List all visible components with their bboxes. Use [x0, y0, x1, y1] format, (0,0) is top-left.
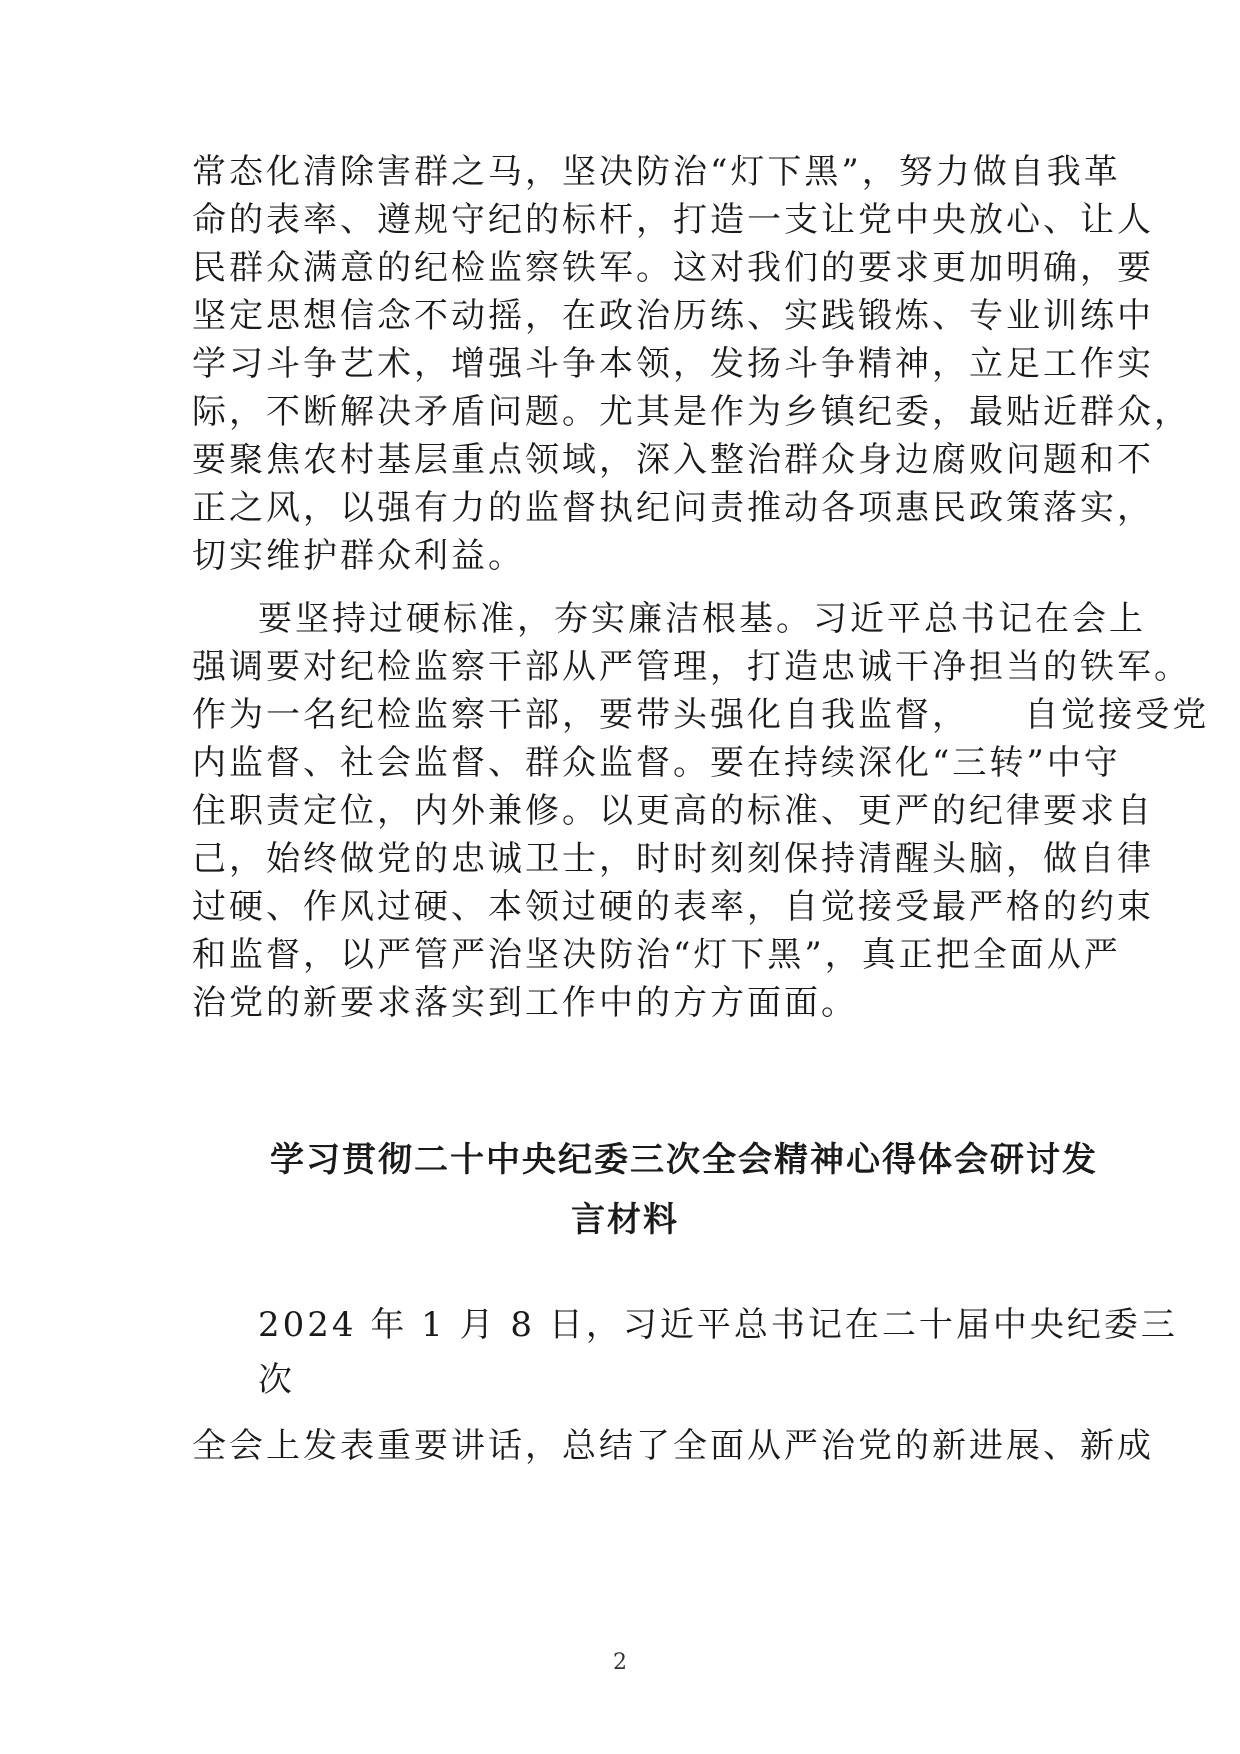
body-line: 全会上发表重要讲话，总结了全面从严治党的新进展、新成: [192, 1426, 1154, 1466]
body-line: 2024 年 1 月 8 日，习近平总书记在二十届中央纪委三: [258, 1305, 1178, 1345]
body-line: 民群众满意的纪检监察铁军。这对我们的要求更加明确，要: [192, 248, 1154, 288]
body-line: 强调要对纪检监察干部从严管理，打造忠诚干净担当的铁军。: [192, 647, 1191, 687]
body-line: 和监督，以严管严治坚决防治“灯下黑”，真正把全面从严: [192, 935, 1121, 975]
body-line: 际，不断解决矛盾问题。尤其是作为乡镇纪委，最贴近群众，: [192, 392, 1191, 432]
body-line: 常态化清除害群之马，坚决防治“灯下黑”，努力做自我革: [192, 152, 1121, 192]
body-line: 住职责定位，内外兼修。以更高的标准、更严的纪律要求自: [192, 791, 1154, 831]
body-line: 要坚持过硬标准，夯实廉洁根基。习近平总书记在会上: [258, 599, 1146, 639]
body-line: 次: [258, 1360, 295, 1400]
body-line: 己，始终做党的忠诚卫士，时时刻刻保持清醒头脑，做自律: [192, 839, 1154, 879]
body-line: 过硬、作风过硬、本领过硬的表率，自觉接受最严格的约束: [192, 887, 1154, 927]
body-line: 学习斗争艺术，增强斗争本领，发扬斗争精神，立足工作实: [192, 344, 1154, 384]
body-line: 要聚焦农村基层重点领域，深入整治群众身边腐败问题和不: [192, 440, 1154, 480]
body-line: 坚定思想信念不动摇，在政治历练、实践锻炼、专业训练中: [192, 296, 1154, 336]
body-line: 作为一名纪检监察干部，要带头强化自我监督， 自觉接受党: [192, 695, 1210, 735]
body-line: 命的表率、遵规守纪的标杆，打造一支让党中央放心、让人: [192, 200, 1154, 240]
body-line: 内监督、社会监督、群众监督。要在持续深化“三转”中守: [192, 743, 1121, 783]
body-line: 正之风，以强有力的监督执纪问责推动各项惠民政策落实，: [192, 488, 1154, 528]
body-line: 切实维护群众利益。: [192, 536, 525, 576]
page-number: 2: [613, 1650, 627, 1675]
section-title: 言材料: [571, 1200, 679, 1240]
section-title: 学习贯彻二十中央纪委三次全会精神心得体会研讨发: [270, 1140, 1098, 1180]
body-line: 治党的新要求落实到工作中的方方面面。: [192, 983, 858, 1023]
